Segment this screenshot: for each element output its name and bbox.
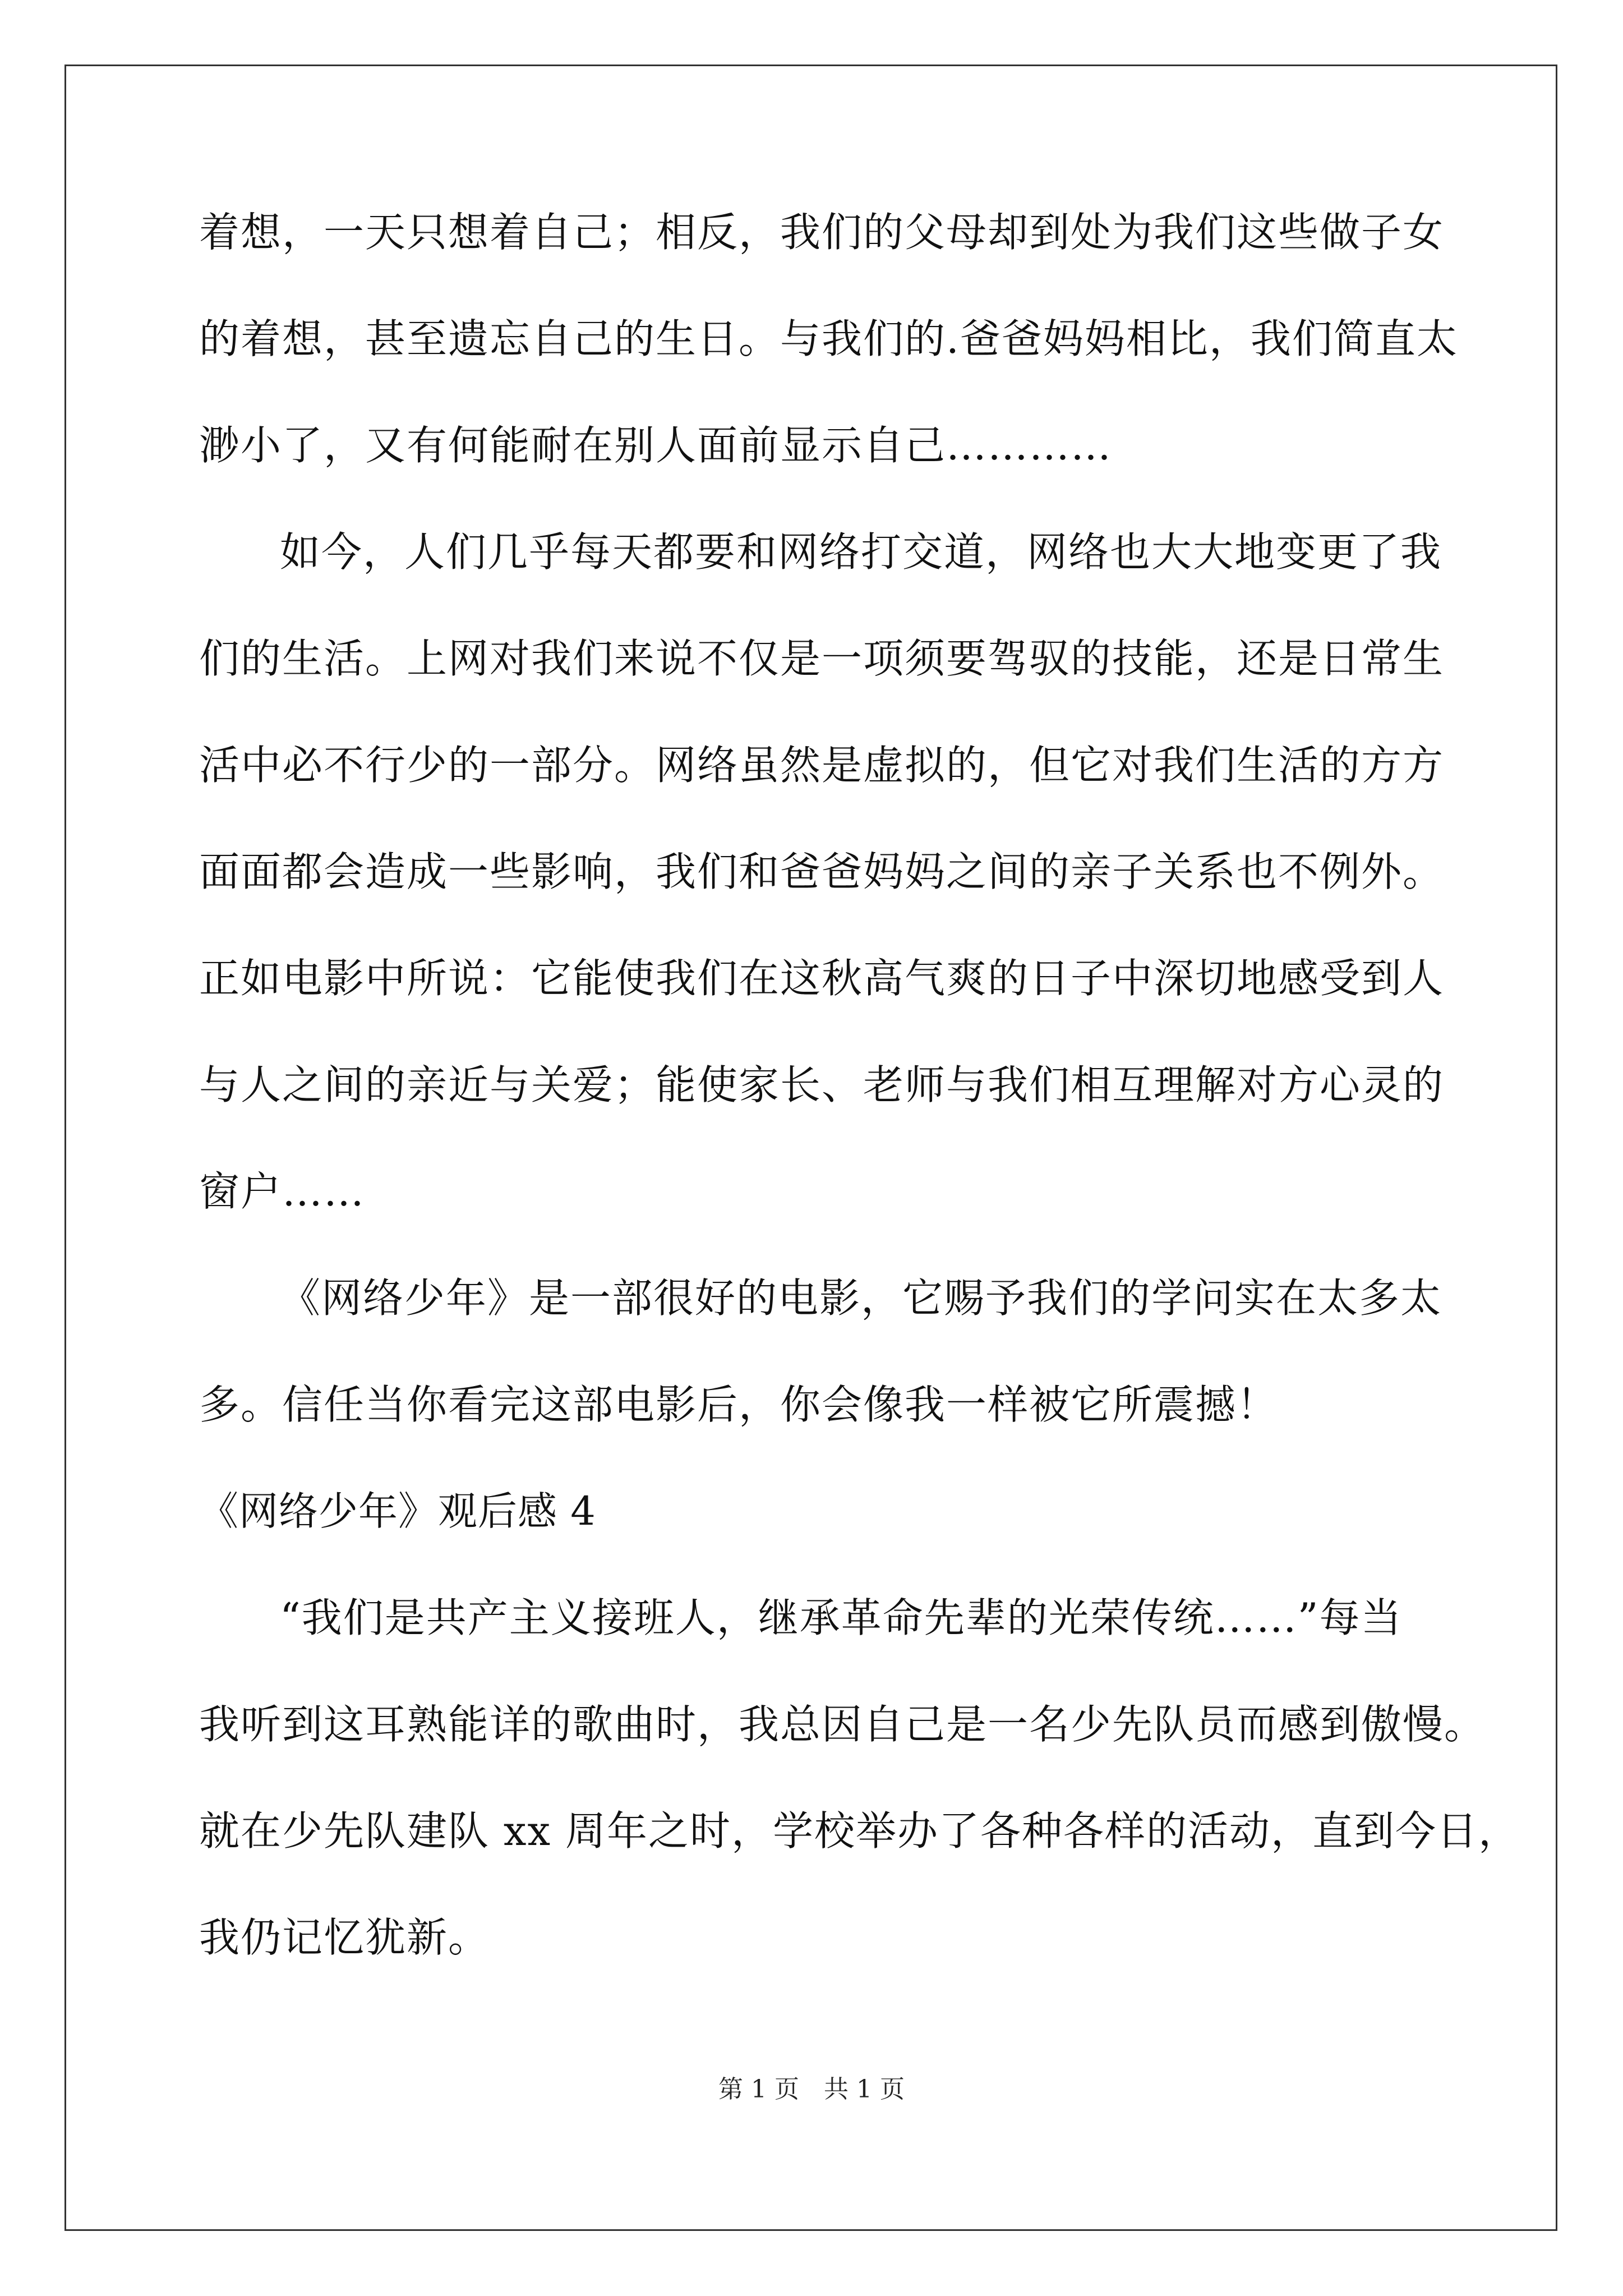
text-line: 们的生活。上网对我们来说不仅是一项须要驾驭的技能，还是日常生: [199, 635, 1445, 682]
text-line: 面面都会造成一些影响，我们和爸爸妈妈之间的亲子关系也不例外。: [199, 848, 1445, 895]
text-line: 我听到这耳熟能详的歌曲时，我总因自己是一名少先队员而感到傲慢。: [199, 1701, 1486, 1748]
text-line: 窗户……: [199, 1168, 366, 1215]
text-line: 就在少先队建队 xx 周年之时，学校举办了各种各样的活动，直到今日，: [199, 1807, 1520, 1855]
text-line: 渺小了，又有何能耐在别人面前显示自己…………: [199, 422, 1113, 469]
paragraph-start-line: 如今，人们几乎每天都要和网络打交道，网络也大大地变更了我: [280, 528, 1442, 576]
text-line: 活中必不行少的一部分。网络虽然是虚拟的，但它对我们生活的方方: [199, 742, 1445, 789]
text-line: 的着想，甚至遗忘自己的生日。与我们的.爸爸妈妈相比，我们简直太: [199, 315, 1458, 362]
text-line: 我仍记忆犹新。: [199, 1914, 490, 1961]
document-body: [199, 209, 1520, 2024]
page-number-footer: 第 1 页 共 1 页: [718, 2075, 905, 2104]
text-line: 与人之间的亲近与关爱；能使家长、老师与我们相互理解对方心灵的: [199, 1061, 1445, 1108]
section-heading: 《网络少年》观后感 4: [199, 1488, 596, 1534]
text-line: 着想，一天只想着自己；相反，我们的父母却到处为我们这些做子女: [199, 209, 1445, 256]
text-line: 正如电影中所说：它能使我们在这秋高气爽的日子中深切地感受到人: [199, 955, 1445, 1002]
paragraph-start-line: 《网络少年》是一部很好的电影，它赐予我们的学问实在太多太: [280, 1274, 1442, 1322]
text-line: 多。信任当你看完这部电影后，你会像我一样被它所震撼！: [199, 1381, 1279, 1428]
paragraph-start-line: “我们是共产主义接班人，继承革命先辈的光荣传统……”每当: [280, 1594, 1403, 1641]
